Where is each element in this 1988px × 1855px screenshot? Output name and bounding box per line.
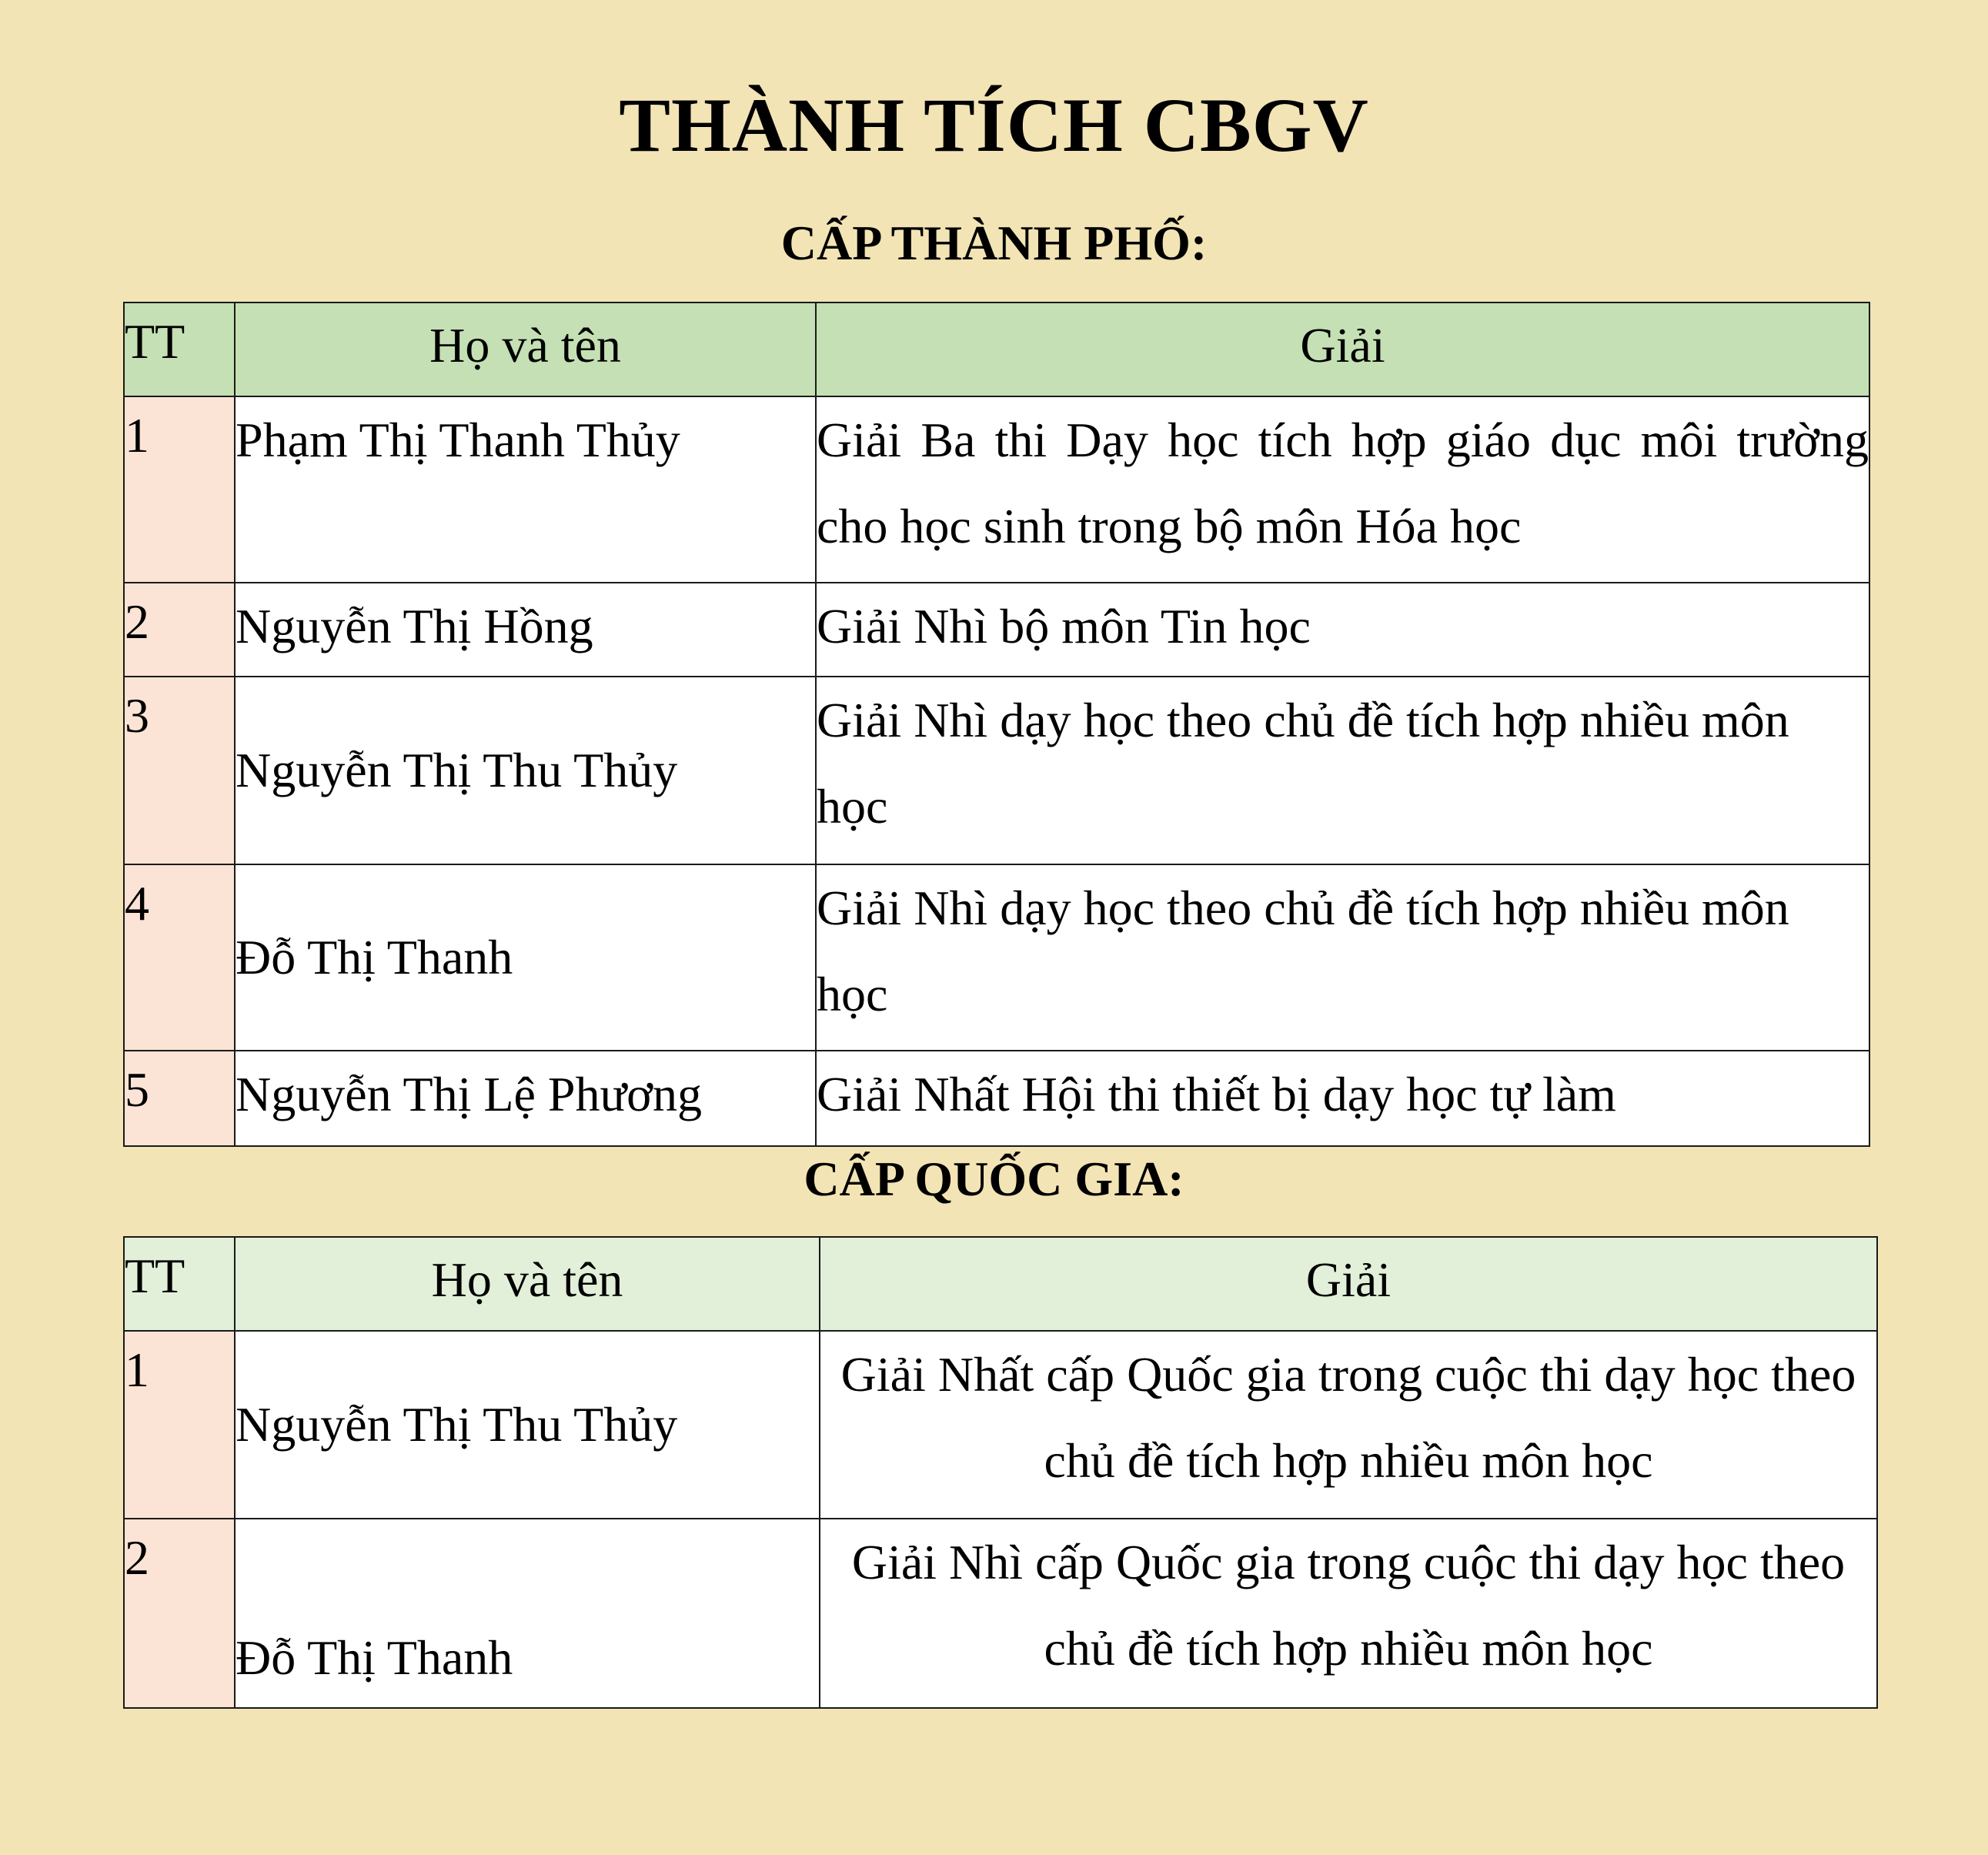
table-row	[124, 1331, 1877, 1519]
award-text: Giải Nhì dạy học theo chủ đề tích hợp nhiều môn học	[816, 677, 1869, 864]
table-row	[124, 1519, 1877, 1708]
row-number: 1	[124, 396, 235, 583]
column-header-award: Giải	[820, 1237, 1877, 1331]
person-name: Đỗ Thị Thanh	[235, 864, 816, 1051]
section-title-city: CẤP THÀNH PHỐ:	[780, 216, 1208, 270]
table-header-row	[124, 1237, 1877, 1331]
person-name: Nguyễn Thị Lệ Phương	[235, 1051, 816, 1146]
awards-table-city	[123, 302, 1870, 1147]
row-number: 3	[124, 677, 235, 864]
table-row	[124, 583, 1869, 677]
table-header-row	[124, 302, 1869, 396]
person-name: Nguyễn Thị Thu Thủy	[235, 1331, 820, 1519]
column-header-name: Họ và tên	[235, 1237, 820, 1331]
row-number: 1	[124, 1331, 235, 1519]
award-text: Giải Nhì bộ môn Tin học	[816, 583, 1869, 677]
table-row	[124, 396, 1869, 583]
table-row	[124, 677, 1869, 864]
person-name: Nguyễn Thị Hồng	[235, 583, 816, 677]
awards-table-national	[123, 1236, 1878, 1709]
column-header-award: Giải	[816, 302, 1869, 396]
award-text: Giải Nhì cấp Quốc gia trong cuộc thi dạy học theo chủ đề tích hợp nhiều môn học	[820, 1519, 1877, 1708]
award-text: Giải Ba thi Dạy học tích hợp giáo dục môi trường cho học sinh trong bộ môn Hóa học	[816, 396, 1869, 583]
row-number: 2	[124, 1519, 235, 1708]
person-name: Nguyễn Thị Thu Thủy	[235, 677, 816, 864]
section-title-national: CẤP QUỐC GIA:	[804, 1151, 1184, 1206]
award-text: Giải Nhất Hội thi thiết bị dạy học tự làm	[816, 1051, 1869, 1146]
column-header-name: Họ và tên	[235, 302, 816, 396]
row-number: 4	[124, 864, 235, 1051]
award-text: Giải Nhất cấp Quốc gia trong cuộc thi dạy học theo chủ đề tích hợp nhiều môn học	[820, 1331, 1877, 1519]
column-header-tt: TT	[124, 302, 235, 396]
page-title: THÀNH TÍCH CBGV	[619, 82, 1369, 168]
table-row	[124, 864, 1869, 1051]
award-text: Giải Nhì dạy học theo chủ đề tích hợp nhiều môn học	[816, 864, 1869, 1051]
person-name: Phạm Thị Thanh Thủy	[235, 396, 816, 583]
person-name: Đỗ Thị Thanh	[235, 1519, 820, 1708]
row-number: 5	[124, 1051, 235, 1146]
table-row	[124, 1051, 1869, 1146]
row-number: 2	[124, 583, 235, 677]
column-header-tt: TT	[124, 1237, 235, 1331]
